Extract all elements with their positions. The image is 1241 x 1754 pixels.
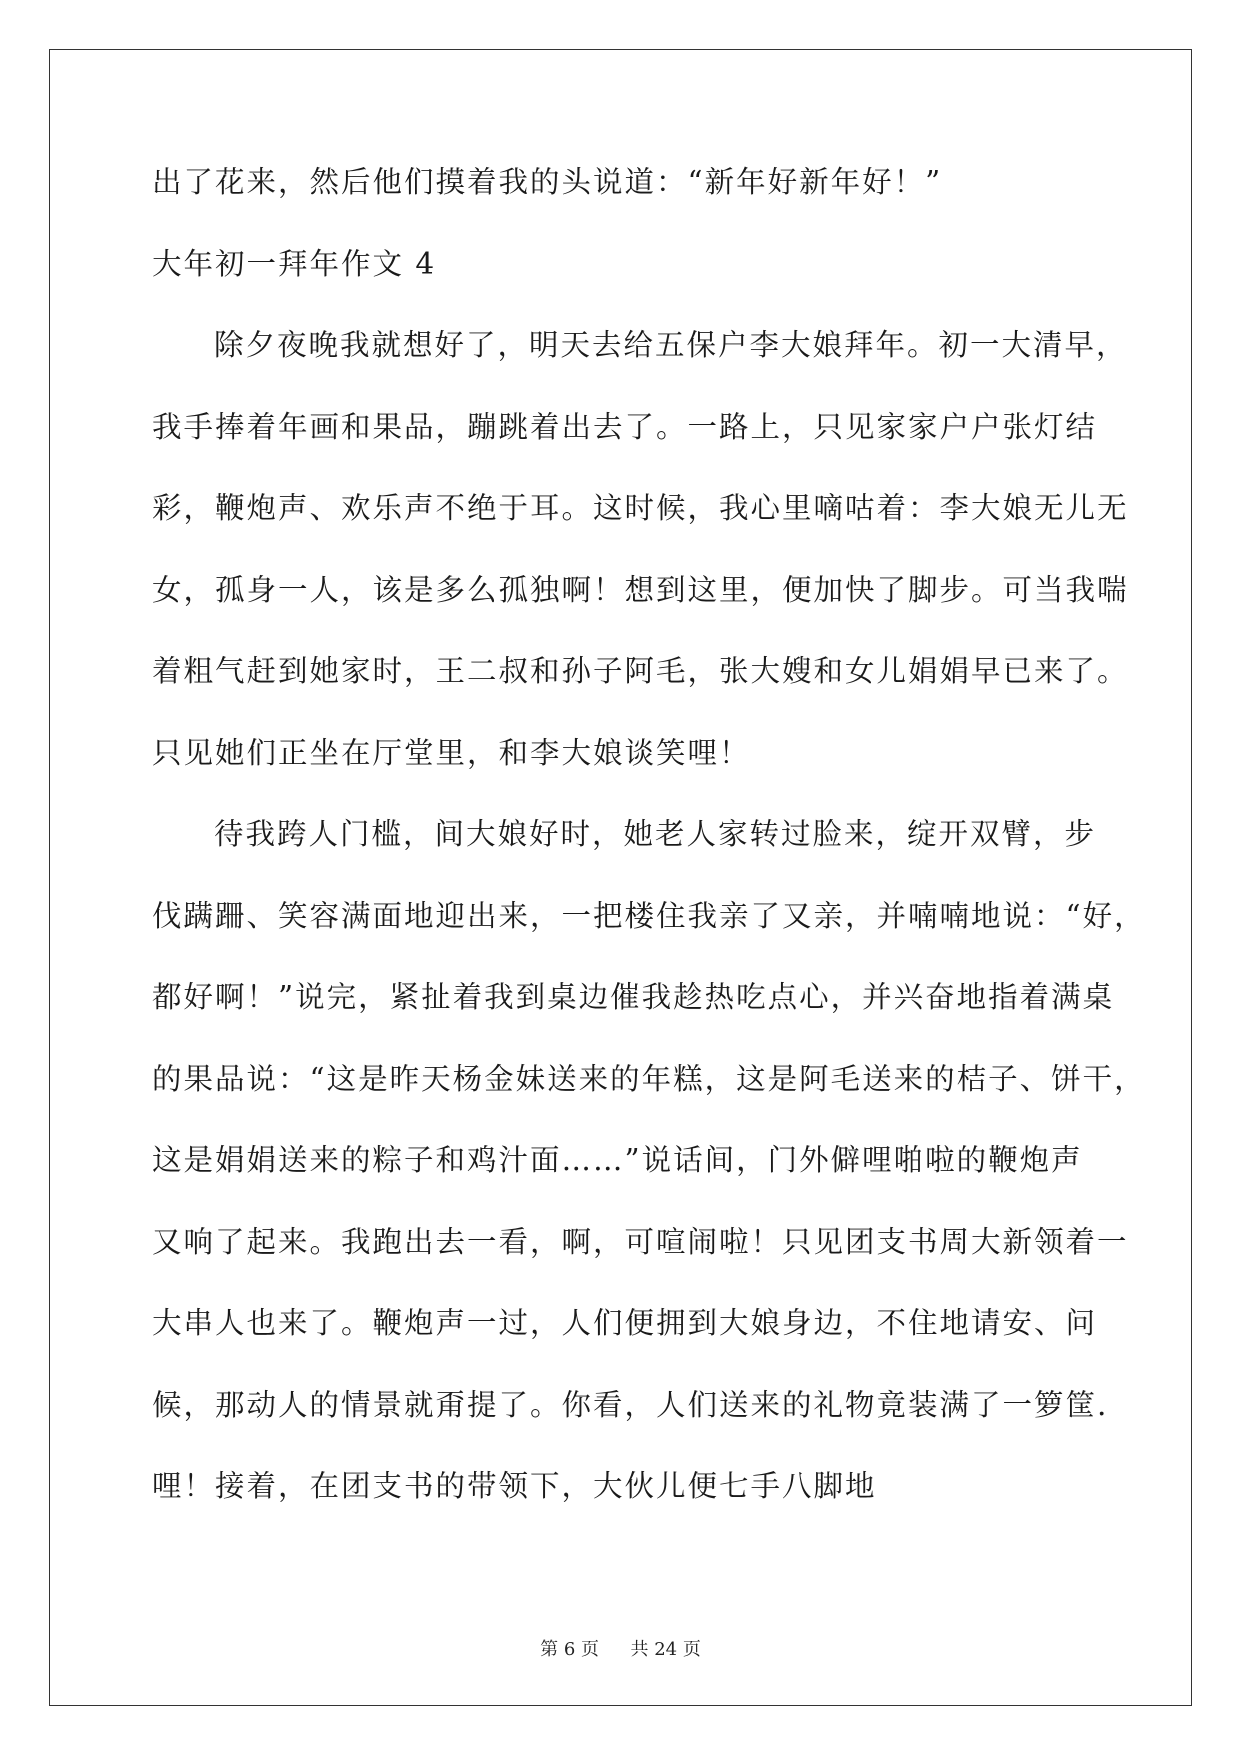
text-line: 只见她们正坐在厅堂里，和李大娘谈笑哩！	[152, 735, 751, 770]
text-line: 出了花来，然后他们摸着我的头说道：“新年好新年好！”	[152, 165, 943, 199]
text-line: 大串人也来了。鞭炮声一过，人们便拥到大娘身边，不住地请安、问	[152, 1306, 1098, 1340]
text-line: 彩，鞭炮声、欢乐声不绝于耳。这时候，我心里嘀咕着：李大娘无儿无	[152, 491, 1129, 525]
text-line: 待我跨人门槛，间大娘好时，她老人家转过脸来，绽开双臂，步	[214, 817, 1097, 851]
text-line: 着粗气赶到她家时，王二叔和孙子阿毛，张大嫂和女儿娟娟早已来了。	[152, 654, 1129, 688]
text-line: 哩！接着，在团支书的带领下，大伙儿便七手八脚地	[152, 1469, 877, 1503]
text-line: 女，孤身一人，该是多么孤独啊！想到这里，便加快了脚步。可当我喘	[152, 572, 1129, 607]
text-line: 都好啊！”说完，紧扯着我到桌边催我趁热吃点心，并兴奋地指着满桌	[152, 980, 1115, 1014]
section-title: 大年初一拜年作文 4	[152, 246, 437, 281]
page-number-total: 共 24 页	[630, 1639, 701, 1660]
page-footer	[0, 1635, 1241, 1661]
text-line: 伐蹒跚、笑容满面地迎出来，一把楼住我亲了又亲，并喃喃地说：“好，	[152, 898, 1146, 933]
text-line: 除夕夜晚我就想好了，明天去给五保户李大娘拜年。初一大清早，	[214, 328, 1128, 362]
text-line: 这是娟娟送来的粽子和鸡汁面……”说话间，门外僻哩啪啦的鞭炮声	[152, 1143, 1083, 1177]
text-line: 又响了起来。我跑出去一看，啊，可喧闹啦！只见团支书周大新领着一	[152, 1224, 1129, 1259]
text-line: 的果品说：“这是昨天杨金妹送来的年糕，这是阿毛送来的桔子、饼干，	[152, 1061, 1146, 1096]
document-body	[152, 162, 1146, 1548]
text-line: 候，那动人的情景就甭提了。你看，人们送来的礼物竟装满了一箩筐.	[152, 1387, 1109, 1422]
text-line: 我手捧着年画和果品，蹦跳着出去了。一路上，只见家家户户张灯结	[152, 409, 1098, 444]
page-number-current: 第 6 页	[540, 1639, 600, 1660]
